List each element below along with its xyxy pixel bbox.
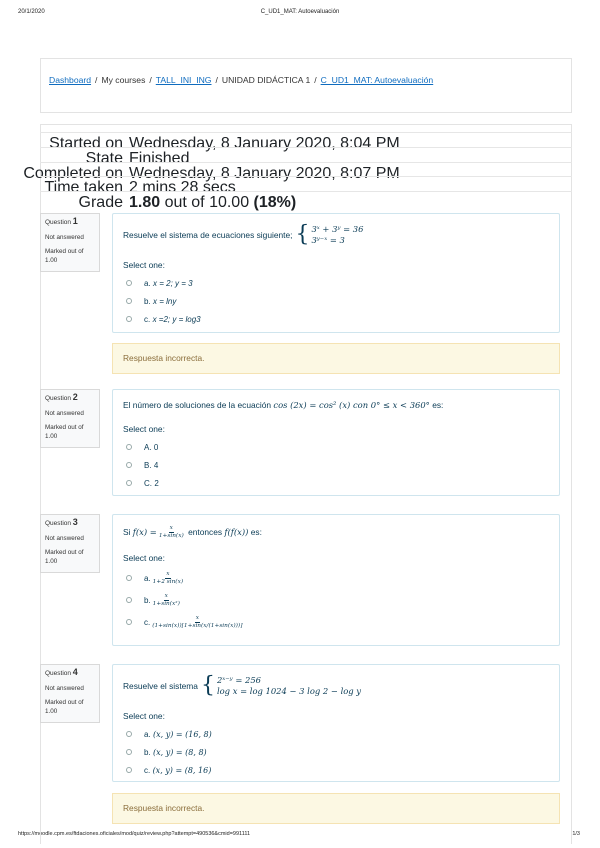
radio-button[interactable] [126,480,132,486]
equation-system [201,675,361,697]
question-marked: Marked out of [45,248,84,255]
question-label: Question [45,520,72,527]
summary-value: 2 mins 28 secs [129,179,236,196]
option-letter: a. [144,729,151,739]
equation-line: log x = log 1024 − 3 log 2 − log y [216,686,362,696]
select-one-label: Select one: [123,424,165,434]
summary-label: Grade [78,194,123,211]
breadcrumb-dashboard[interactable]: Dashboard [49,75,92,85]
summary-label: State [85,150,123,167]
question-number: 1 [72,216,78,226]
question-label: Question [45,670,72,677]
question-content [112,389,560,496]
option-text: 2 [154,478,159,488]
question-number: 2 [72,392,78,402]
question-prompt: Si [123,527,131,537]
answer-option[interactable] [123,314,549,324]
fraction [153,593,180,607]
option-text: 4 [153,460,159,470]
radio-button[interactable] [126,731,132,737]
option-text: x = lny [153,296,177,306]
option-letter: b. [144,595,151,605]
fraction-denominator: 1+2 sin(x) [152,578,184,585]
fraction-numerator: x [169,525,173,531]
feedback-box: Respuesta incorrecta. [112,793,560,824]
answer-option[interactable] [123,296,549,306]
option-letter: b. [144,747,151,757]
question-suffix: es: [250,527,262,537]
question-marked: Marked out of [45,699,84,706]
fraction-denominator: 1+sin(x) [158,532,184,539]
question-mark-value: 1.00 [45,707,58,715]
print-page-number: 1/3 [572,831,580,837]
fraction-denominator: (1+sin(x))[1+sin(x/(1+sin(x)))] [152,622,243,629]
answer-option[interactable] [123,442,549,452]
option-text: 0 [153,442,159,452]
breadcrumb [49,75,433,85]
answer-option[interactable] [123,278,549,288]
summary-label: Started on [49,135,123,152]
fraction-numerator: x [166,571,170,577]
question-content [112,213,560,333]
radio-button[interactable] [126,749,132,755]
breadcrumb-separator: / [215,75,218,85]
summary-row-grade [40,191,572,211]
summary-label: Completed on [23,165,123,182]
summary-row-state [40,147,572,167]
option-text: x =2; y = log3 [152,314,201,324]
option-letter: c. [144,765,151,775]
question-content [112,664,560,782]
question-status: Not answered [45,534,84,542]
question-mark-value: 1.00 [45,557,58,565]
question-text [123,224,549,246]
equation-system [295,224,363,246]
answer-option[interactable] [123,593,549,607]
question-info [40,514,100,573]
radio-button[interactable] [126,575,132,581]
question-text [123,400,549,410]
radio-button[interactable] [126,316,132,322]
question-connector: entonces [188,527,223,537]
select-one-label: Select one: [123,260,165,270]
radio-button[interactable] [126,280,132,286]
grade-percent: (18%) [253,194,297,211]
radio-button[interactable] [126,462,132,468]
question-number: 3 [72,517,78,527]
answer-option[interactable] [123,478,549,488]
radio-button[interactable] [126,597,132,603]
radio-button[interactable] [126,444,132,450]
breadcrumb-separator: / [314,75,317,85]
answer-option[interactable] [123,729,549,739]
question-text [123,675,549,697]
radio-button[interactable] [126,619,132,625]
radio-button[interactable] [126,298,132,304]
summary-value: Wednesday, 8 January 2020, 8:04 PM [129,135,400,152]
question-formula: f(x) = [132,527,157,537]
question-info [40,664,100,723]
summary-label: Time taken [44,179,123,196]
question-prompt: Resuelve el sistema de ecuaciones siguiente; [123,230,293,240]
question-marked: Marked out of [45,549,84,556]
question-label: Question [45,219,72,226]
summary-row-completed [23,162,572,182]
breadcrumb-container [40,58,572,113]
option-letter: b. [144,296,151,306]
question-info [40,389,100,448]
fraction-denominator: 1+sin(x²) [152,600,180,607]
option-letter: c. [144,617,151,627]
option-text: x = 2; y = 3 [153,278,193,288]
option-letter: a. [144,573,151,583]
select-one-label: Select one: [123,553,165,563]
summary-row-time [40,176,572,196]
question-marked: Marked out of [45,424,84,431]
equation-line: 3ʸ⁻ˣ = 3 [311,235,345,245]
question-prompt: Resuelve el sistema [123,681,198,691]
grade-outof: out of 10.00 [160,194,254,211]
equation-line: 2ˣ⁻ʸ = 256 [216,675,261,685]
option-letter: C. [144,478,152,488]
question-mark-value: 1.00 [45,432,58,440]
select-one-label: Select one: [123,711,165,721]
question-number: 4 [72,667,78,677]
question-formula: f(f(x)) [224,527,249,537]
question-suffix: es: [432,400,444,410]
fraction [153,571,183,585]
option-text: (x, y) = (8, 8) [153,747,207,757]
summary-value [129,194,296,212]
question-mark-value: 1.00 [45,256,58,264]
answer-option[interactable] [123,765,549,775]
option-letter: c. [144,314,151,324]
fraction [159,525,184,539]
system-brace: { [295,222,310,247]
question-status: Not answered [45,233,84,241]
system-brace: { [200,673,215,698]
print-url: https://moodle.cpm.es/ftdaciones.oficiales/mod/quiz/review.php?attempt=490536&cmid=991111 [18,831,251,837]
option-text: (x, y) = (16, 8) [153,729,212,739]
option-letter: A. [144,442,152,452]
option-letter: a. [144,278,151,288]
question-formula: cos (2x) = cos² (x) con 0° ≤ x < 360° [273,400,430,410]
fraction-numerator: x [195,615,199,621]
equation-line: 3ˣ + 3ʸ = 36 [311,224,364,234]
grade-score: 1.80 [129,194,161,211]
feedback-box: Respuesta incorrecta. [112,343,560,374]
answer-option[interactable] [123,747,549,757]
question-prompt: El número de soluciones de la ecuación [123,400,272,410]
option-text: (x, y) = (8, 16) [152,765,212,775]
answer-option[interactable] [123,460,549,470]
print-date: 20/1/2020 [18,9,45,15]
breadcrumb-separator: / [95,75,98,85]
question-label: Question [45,395,72,402]
option-letter: B. [144,460,152,470]
question-content [112,514,560,646]
fraction-numerator: x [164,593,168,599]
summary-row-started [40,132,572,152]
breadcrumb-separator: / [149,75,152,85]
question-info [40,213,100,272]
print-title: C_UD1_MAT: Autoevaluación [260,9,340,15]
breadcrumb-unit[interactable]: UNIDAD DIDÁCTICA 1 [221,75,311,85]
breadcrumb-course[interactable]: TALL_INI_ING [155,75,212,85]
summary-value: Finished [129,150,190,167]
answer-option[interactable] [123,615,549,629]
breadcrumb-quiz[interactable]: C_UD1_MAT: Autoevaluación [320,75,434,85]
question-status: Not answered [45,409,84,417]
fraction [152,615,242,629]
question-text [123,525,549,539]
answer-option[interactable] [123,571,549,585]
breadcrumb-my-courses[interactable]: My courses [101,75,146,85]
question-status: Not answered [45,684,84,692]
radio-button[interactable] [126,767,132,773]
summary-value: Wednesday, 8 January 2020, 8:07 PM [129,165,400,182]
